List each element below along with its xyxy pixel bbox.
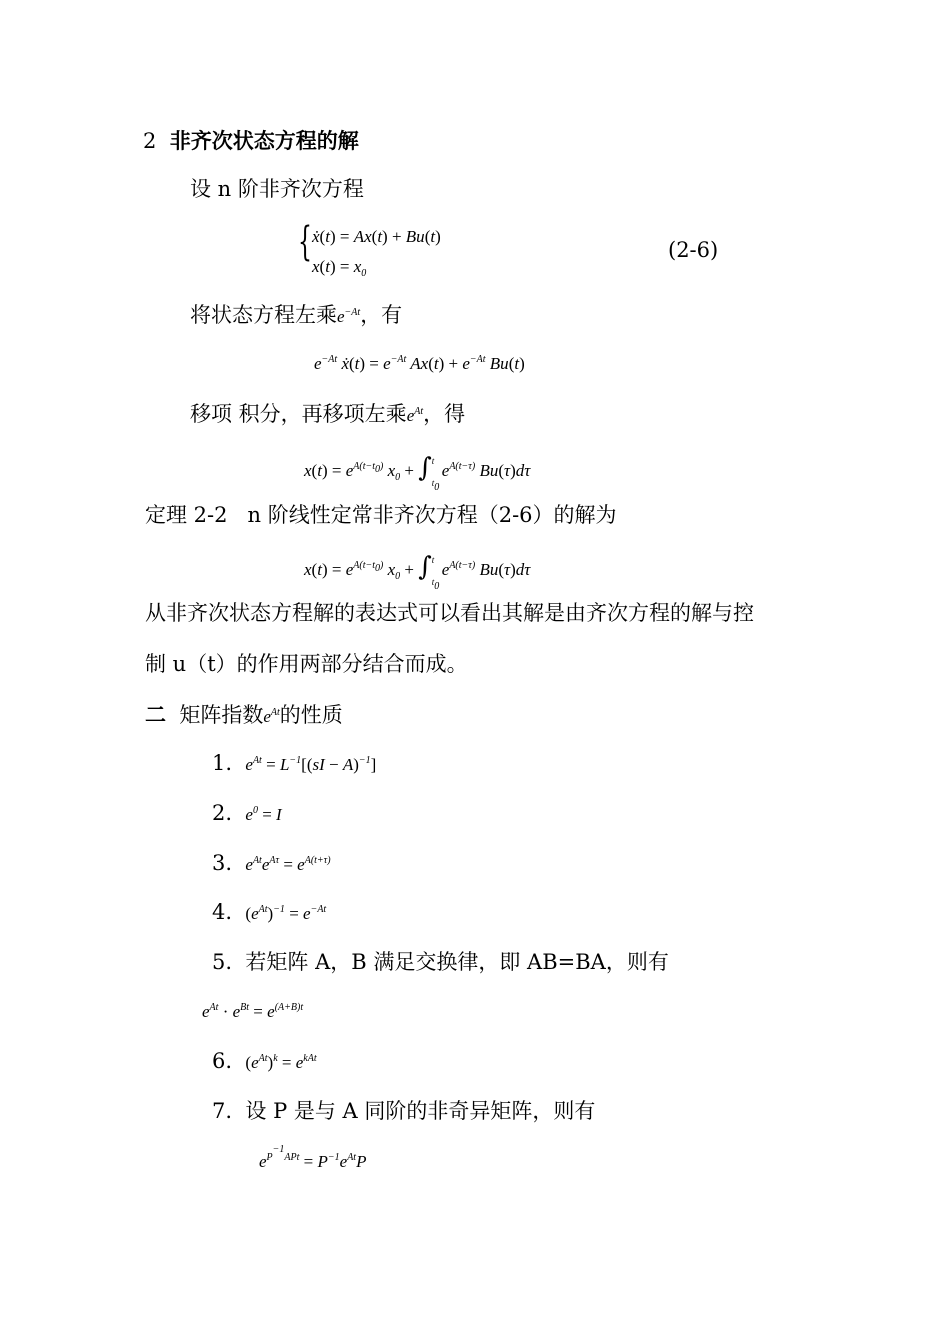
intro-text: 设 n 阶非齐次方程 xyxy=(190,177,364,201)
section-two-title-prefix: 矩阵指数 xyxy=(179,703,264,727)
property-1-formula: $e^{At} = L^{-1}[(sI - A)^{-1}]$ xyxy=(245,754,377,774)
property-5-number: 5. xyxy=(212,950,233,974)
property-1 xyxy=(212,753,376,774)
section-two-heading xyxy=(145,704,343,726)
left-multiply-text xyxy=(190,305,402,326)
property-2 xyxy=(212,803,282,824)
exp-at-title: $e^{At}$ xyxy=(263,706,280,726)
conclusion-line-2: 制 u（t）的作用两部分结合而成。 xyxy=(145,652,468,676)
conclusion-line-1: 从非齐次状态方程解的表达式可以看出其解是由齐次方程的解与控 xyxy=(145,601,754,625)
left-multiply-suffix: ，有 xyxy=(360,303,403,327)
integrate-text xyxy=(190,404,465,425)
multiplied-equation: $e^{-At}$ ẋ(t) = $e^{-At}$ $Ax(t) + e^{-At}$ Bu(t) xyxy=(314,353,525,373)
equation-number: (2-6) xyxy=(668,238,719,262)
property-6-formula: $(e^{At})^k = e^{kAt}$ xyxy=(245,1052,317,1072)
initial-condition: $x(t) = x_0$ xyxy=(312,257,367,279)
integrate-suffix: ，得 xyxy=(423,402,466,426)
theorem-text: n 阶线性定常非齐次方程（2-6）的解为 xyxy=(247,503,617,527)
integrate-prefix: 移项 积分，再移项左乘 xyxy=(190,402,407,426)
property-2-number: 2. xyxy=(212,801,233,825)
exp-minus-at: $e^{-At}$ xyxy=(337,306,361,326)
property-7-text: 设 P 是与 A 同阶的非奇异矩阵，则有 xyxy=(245,1099,596,1123)
property-7 xyxy=(212,1101,595,1122)
section-two-title-suffix: 的性质 xyxy=(279,703,343,727)
section-two-number: 二 xyxy=(145,702,166,727)
theorem-line xyxy=(145,505,617,526)
state-equation: ẋ(t) = Ax(t) + Bu(t) xyxy=(312,227,441,246)
section-title: 非齐次状态方程的解 xyxy=(169,128,359,153)
property-3-number: 3. xyxy=(212,851,233,875)
section-heading xyxy=(143,130,359,152)
property-6 xyxy=(212,1051,317,1072)
property-4-formula: $(e^{At})^{-1} = e^{-At}$ xyxy=(245,903,327,923)
section-number: 2 xyxy=(143,129,157,153)
exp-at: $e^{At}$ xyxy=(406,405,424,425)
property-7-number: 7. xyxy=(212,1099,233,1123)
property-3 xyxy=(212,853,331,874)
property-5-text: 若矩阵 A，B 满足交换律，即 AB=BA，则有 xyxy=(245,950,669,974)
property-1-number: 1. xyxy=(212,751,233,775)
theorem-label: 定理 2-2 xyxy=(145,503,228,527)
property-4-number: 4. xyxy=(212,900,233,924)
property-5-formula: $e^{At} \cdot e^{Bt} = e^{(A+B)t}$ xyxy=(202,1001,304,1021)
property-7-formula: $e^{P^{-1}APt} = P^{-1}e^{At}P$ xyxy=(259,1144,367,1171)
property-2-formula: $e^0 = I$ xyxy=(245,804,282,824)
property-3-formula: $e^{At}e^{A\tau} = e^{A(t+\tau)}$ xyxy=(245,854,331,874)
property-5 xyxy=(212,952,669,973)
left-brace: { xyxy=(298,219,312,265)
property-4 xyxy=(212,902,326,923)
left-multiply-prefix: 将状态方程左乘 xyxy=(190,303,337,327)
solution-formula-2: $x(t) = e^{A(t-t_0)}$ $x_0$ + ∫ t $t_0$ $e^{A(t-\tau)}$ Bu(τ)dτ xyxy=(304,552,531,592)
property-6-number: 6. xyxy=(212,1049,233,1073)
solution-formula-1: $x(t) = e^{A(t-t_0)}$ $x_0$ + ∫ t $t_0$ $e^{A(t-\tau)}$ Bu(τ)dτ xyxy=(304,453,531,493)
